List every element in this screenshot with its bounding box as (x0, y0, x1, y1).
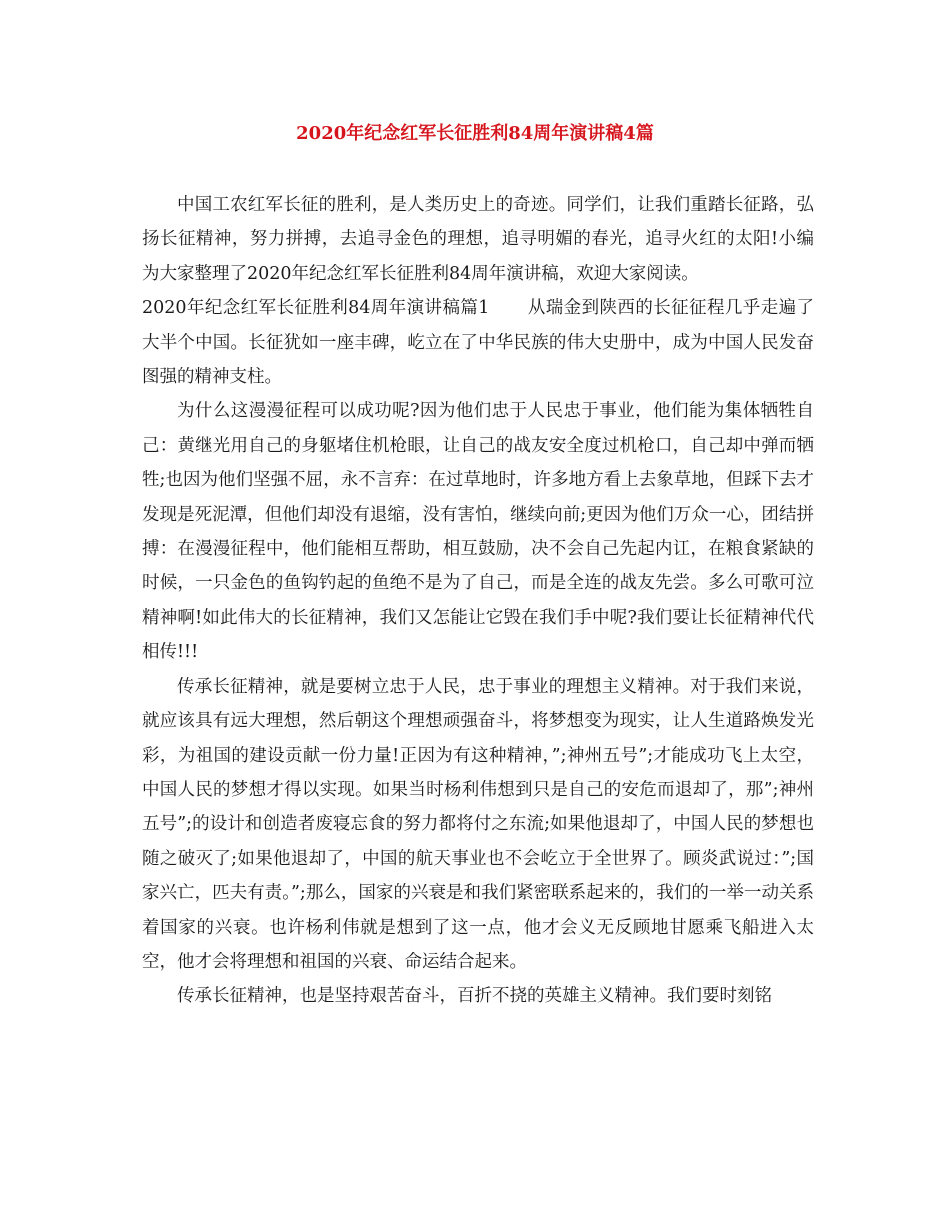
section-first-paragraph: 从瑞金到陕西的长征征程几乎走遍了大半个中国。长征犹如一座丰碑，屹立在了中华民族的伟大史册中，成为中国人民发奋图强的精神支柱。 (142, 298, 815, 388)
document-body (142, 188, 814, 1014)
document-title: 2020年纪念红军长征胜利84周年演讲稿4篇 (296, 123, 654, 144)
intro-paragraph: 中国工农红军长征的胜利，是人类历史上的奇迹。同学们，让我们重踏长征路，弘扬长征精神，努力拼搏，去追寻金色的理想，追寻明媚的春光，追寻火红的太阳!小编为大家整理了2020年纪念红军长征胜利84周年演讲稿，欢迎大家阅读。 (142, 195, 814, 284)
paragraph-2: 为什么这漫漫征程可以成功呢?因为他们忠于人民忠于事业，他们能为集体牺牲自己：黄继光用自己的身躯堵住机枪眼，让自己的战友安全度过机枪口，自己却中弹而牺牲;也因为他们坚强不屈，永不言弃：在过草地时，许多地方看上去象草地，但踩下去才发现是死泥潭，但他们却没有退缩，没有害怕，继续向前;更因为他们万众一心，团结拼搏：在漫漫征程中，他们能相互帮助，相互鼓励，决不会自己先起内讧，在粮食紧缺的时候，一只金色的鱼钩钓起的鱼绝不是为了自己，而是全连的战友先尝。多么可歌可泣精神啊!如此伟大的长征精神，我们又怎能让它毁在我们手中呢?我们要让长征精神代代相传!!! (142, 401, 814, 663)
section-heading-line (142, 291, 814, 394)
paragraph-3: 传承长征精神，就是要树立忠于人民，忠于事业的理想主义精神。对于我们来说，就应该具有远大理想，然后朝这个理想顽强奋斗，将梦想变为现实，让人生道路焕发光彩，为祖国的建设贡献一份力量!正因为有这种精神，”;神州五号”;才能成功飞上太空，中国人民的梦想才得以实现。如果当时杨利伟想到只是自己的安危而退却了，那”;神州五号”;的设计和创造者废寝忘食的努力都将付之东流;如果他退却了，中国人民的梦想也随之破灭了;如果他退却了，中国的航天事业也不会屹立于全世界了。顾炎武说过：”;国家兴亡，匹夫有责。”;那么，国家的兴衰是和我们紧密联系起来的，我们的一举一动关系着国家的兴衰。也许杨利伟就是想到了这一点，他才会义无反顾地甘愿乘飞船进入太空，他才会将理想和祖国的兴衰、命运结合起来。 (142, 676, 814, 972)
section-heading: 2020年纪念红军长征胜利84周年演讲稿篇1 (142, 298, 490, 319)
paragraph-4: 传承长征精神，也是坚持艰苦奋斗，百折不挠的英雄主义精神。我们要时刻铭 (177, 986, 772, 1007)
